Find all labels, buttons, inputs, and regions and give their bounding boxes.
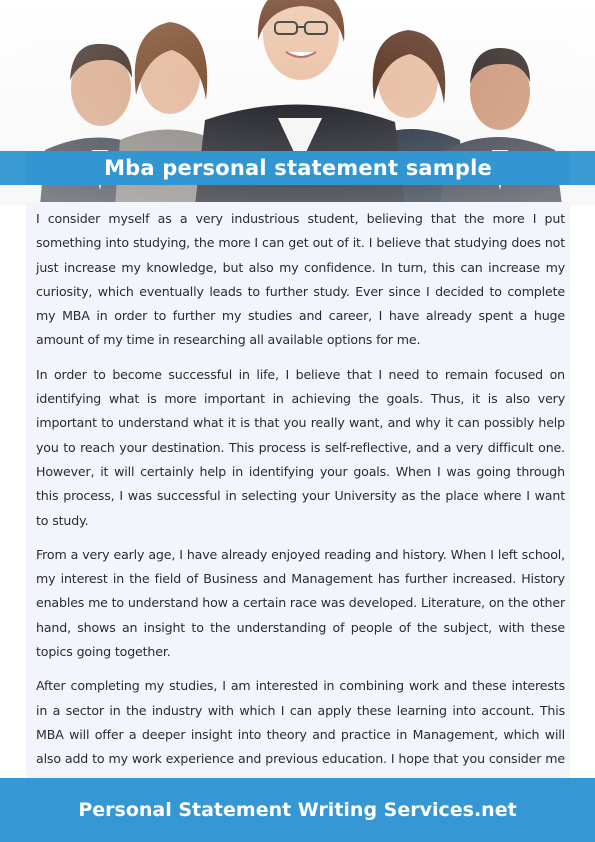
paragraph-3: From a very early age, I have already enjoyed reading and history. When I left school, my interest in the field of Business and Management has further increased. History enables me to understand how a certain race was developed. Literature, on the other hand, shows an insight to the understanding of people of the subject, with these topics going together. xyxy=(36,546,565,660)
paragraph-2: In order to become successful in life, I believe that I need to remain focused on identifying what is more important in achieving the goals. Thus, it is also very important to understand what it is that you really want, and why it can possibly help you to reach your destination. This process is self-reflective, and a very difficult one. However, it will certainly help in identifying your goals. When I was going through this process, I was successful in selecting your University as the place where I want to study. xyxy=(36,366,565,528)
page-title: Mba personal statement sample xyxy=(104,156,492,180)
title-band xyxy=(26,151,570,185)
footer-brand: Personal Statement Writing Services.net xyxy=(78,799,517,821)
statement-body xyxy=(36,207,565,806)
paragraph-4: After completing my studies, I am interested in combining work and these interests in a sector in the industry with which I can apply these learning into account. This MBA will offer a deeper insight into theory and practice in Management, which will also add to my work experience and previous education. I hope that you consider me xyxy=(36,678,565,767)
paragraph-1: I consider myself as a very industrious student, believing that the more I put something into studying, the more I can get out of it. I believe that studying does not just increase my knowledge, but also my confidence. In turn, this can increase my curiosity, which eventually leads to further study. Ever since I decided to complete my MBA in order to further my studies and career, I have already spent a huge amount of my time in researching all available options for me. xyxy=(36,211,565,348)
footer-band xyxy=(0,778,595,842)
